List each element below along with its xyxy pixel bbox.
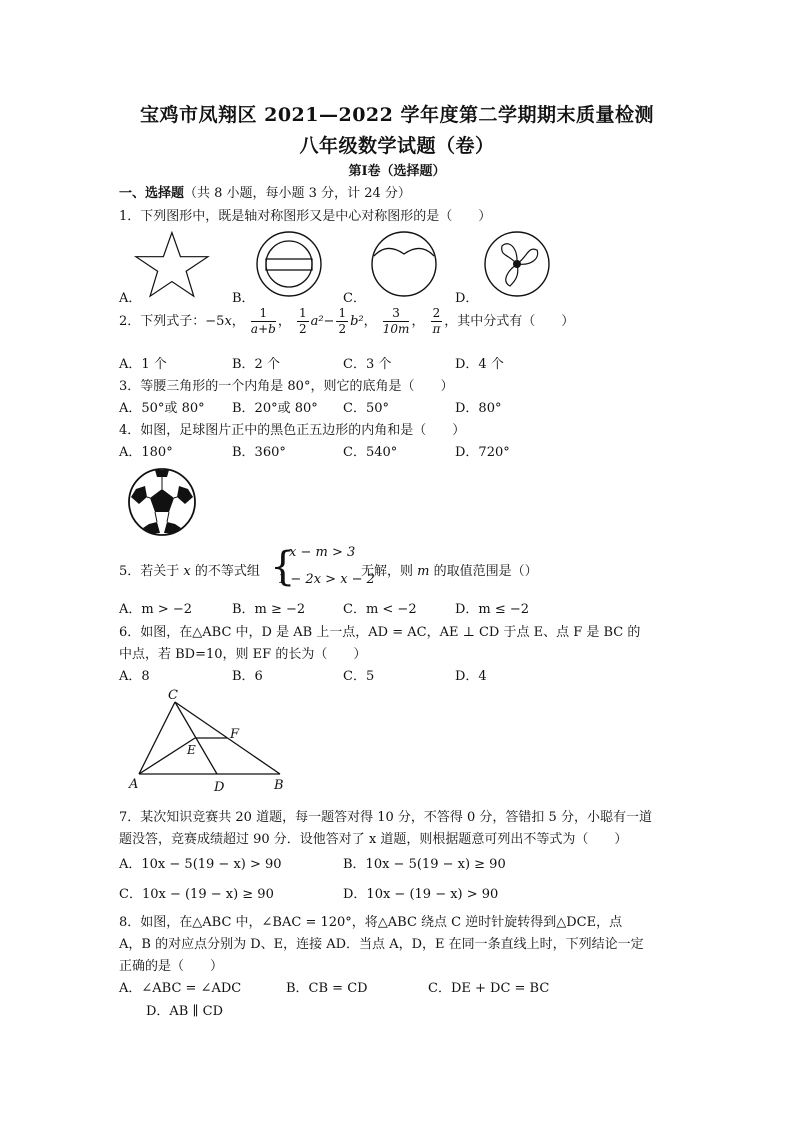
q5-brace: { bbox=[270, 544, 296, 590]
section-heading bbox=[119, 182, 411, 201]
q5-option-a[interactable]: A．m > −2 bbox=[119, 602, 193, 617]
question-6-line-2: 中点，若 BD=10，则 EF 的长为（ ） bbox=[119, 647, 367, 662]
q5-suffix: 无解，则 bbox=[361, 564, 414, 579]
q2-suffix: ，其中分式有（ ） bbox=[444, 314, 575, 329]
q3-option-b[interactable]: B．20°或 80° bbox=[232, 401, 318, 416]
q8-option-a[interactable]: A．∠ABC = ∠ADC bbox=[119, 981, 242, 996]
q1-option-d[interactable]: D． bbox=[455, 291, 479, 306]
section-note: （共 8 小题，每小题 3 分，计 24 分） bbox=[184, 186, 411, 201]
q6-option-c[interactable]: C．5 bbox=[343, 669, 375, 684]
q1-option-c[interactable]: C． bbox=[343, 291, 366, 306]
q5-system-line-1: x − m > 3 bbox=[289, 545, 356, 560]
q3-option-d[interactable]: D．80° bbox=[455, 401, 502, 416]
part-heading: 第Ⅰ卷（选择题） bbox=[348, 164, 446, 179]
question-1-stem: 1．下列图形中，既是轴对称图形又是中心对称图形的是（ ） bbox=[119, 209, 492, 224]
question-2-stem: 2．下列式子：−5x， $\frac{1}{a+b}$ ， $\frac{1}{2}$ a²− $\frac{1}{2}$ b²， $\frac{3}{10m}$ ， $\frac{2}{\pi}$ ，其中分式有（ ） bbox=[119, 306, 575, 336]
q2-option-c[interactable]: C．3 个 bbox=[343, 357, 392, 372]
q8-option-d[interactable]: D．AB ∥ CD bbox=[146, 1004, 224, 1019]
q8-option-b[interactable]: B．CB = CD bbox=[286, 981, 368, 996]
q5-prefix: 5．若关于 bbox=[119, 564, 180, 579]
label-d: D bbox=[214, 780, 225, 795]
q1-option-a[interactable]: A． bbox=[119, 291, 142, 306]
soccer-ball bbox=[127, 467, 199, 537]
label-f: F bbox=[230, 727, 240, 742]
section-title: 一、选择题 bbox=[119, 186, 185, 201]
label-a: A bbox=[129, 777, 139, 792]
question-7-line-1: 7．某次知识竞赛共 20 道题，每一题答对得 10 分，不答得 0 分，答错扣 5 分，小聪有一道 bbox=[119, 810, 652, 825]
q2-term-a: a²− bbox=[310, 314, 335, 329]
q2-term-b: b² bbox=[350, 314, 364, 329]
question-8-line-1: 8．如图，在△ABC 中，∠BAC = 120°，将△ABC 绕点 C 逆时针旋转得到△DCE，点 bbox=[119, 915, 623, 930]
q6-option-a[interactable]: A．8 bbox=[119, 669, 150, 684]
q2-frac-5: $\frac{2}{\pi}$ bbox=[432, 306, 441, 336]
q2-frac-1: $\frac{1}{a+b}$ bbox=[250, 306, 276, 336]
q5-var-x: x bbox=[183, 564, 191, 579]
q2-var-x: x bbox=[224, 314, 232, 329]
question-3-stem: 3．等腰三角形的一个内角是 80°，则它的底角是（ ） bbox=[119, 379, 454, 394]
question-8-line-2: A，B 的对应点分别为 D、E，连接 AD．当点 A，D，E 在同一条直线上时，下列结论一定 bbox=[119, 937, 644, 952]
exam-subtitle: 八年级数学试题（卷） bbox=[299, 135, 495, 157]
q4-option-c[interactable]: C．540° bbox=[343, 445, 398, 460]
heart-circle-figure bbox=[369, 230, 441, 298]
q7-option-a[interactable]: A．10x − 5(19 − x) > 90 bbox=[119, 857, 282, 872]
q2-frac-3: $\frac{1}{2}$ bbox=[338, 306, 347, 336]
q6-option-d[interactable]: D．4 bbox=[455, 669, 487, 684]
q2-option-d[interactable]: D．4 个 bbox=[455, 357, 504, 372]
q5-system-line-2: 1 − 2x > x − 2 bbox=[278, 572, 375, 587]
q8-option-c[interactable]: C．DE + DC = BC bbox=[428, 981, 550, 996]
q3-option-c[interactable]: C．50° bbox=[343, 401, 389, 416]
q3-option-a[interactable]: A．50°或 80° bbox=[119, 401, 205, 416]
q2-option-b[interactable]: B．2 个 bbox=[232, 357, 280, 372]
triangle-figure bbox=[125, 688, 295, 798]
star-figure bbox=[132, 230, 217, 300]
label-b: B bbox=[274, 778, 284, 793]
q1-option-b[interactable]: B． bbox=[232, 291, 255, 306]
q2-option-a[interactable]: A．1 个 bbox=[119, 357, 167, 372]
q4-option-b[interactable]: B．360° bbox=[232, 445, 286, 460]
q5-option-c[interactable]: C．m < −2 bbox=[343, 602, 417, 617]
q7-option-b[interactable]: B．10x − 5(19 − x) ≥ 90 bbox=[343, 857, 506, 872]
q4-option-a[interactable]: A．180° bbox=[119, 445, 173, 460]
q4-option-d[interactable]: D．720° bbox=[455, 445, 510, 460]
label-e: E bbox=[187, 743, 196, 757]
fan-circle-figure bbox=[482, 230, 554, 298]
q2-frac-4: $\frac{3}{10m}$ bbox=[382, 306, 410, 336]
question-6-line-1: 6．如图，在△ABC 中，D 是 AB 上一点，AD = AC，AE ⊥ CD 于点 E、点 F 是 BC 的 bbox=[119, 625, 641, 640]
circle-bar-figure bbox=[254, 230, 326, 298]
q5-var-m: m bbox=[417, 564, 430, 579]
q2-frac-2: $\frac{1}{2}$ bbox=[298, 306, 307, 336]
question-7-line-2: 题没答，竞赛成绩超过 90 分．设他答对了 x 道题，则根据题意可列出不等式为（ ） bbox=[119, 832, 628, 847]
question-8-line-3: 正确的是（ ） bbox=[119, 959, 224, 974]
q5-option-d[interactable]: D．m ≤ −2 bbox=[455, 602, 530, 617]
q5-mid: 的不等式组 bbox=[194, 564, 260, 579]
label-c: C bbox=[168, 688, 178, 703]
question-5-stem bbox=[119, 560, 260, 579]
question-4-stem: 4．如图，足球图片正中的黑色正五边形的内角和是（ ） bbox=[119, 423, 466, 438]
q7-option-d[interactable]: D．10x − (19 − x) > 90 bbox=[343, 887, 499, 902]
q7-option-c[interactable]: C．10x − (19 − x) ≥ 90 bbox=[119, 887, 274, 902]
q5-option-b[interactable]: B．m ≥ −2 bbox=[232, 602, 306, 617]
q5-end: 的取值范围是（） bbox=[433, 564, 538, 579]
q2-prefix: 2．下列式子：−5 bbox=[119, 314, 225, 329]
question-5-stem-end bbox=[361, 560, 538, 579]
q6-option-b[interactable]: B．6 bbox=[232, 669, 263, 684]
exam-title: 宝鸡市凤翔区 2021—2022 学年度第二学期期末质量检测 bbox=[140, 104, 654, 126]
